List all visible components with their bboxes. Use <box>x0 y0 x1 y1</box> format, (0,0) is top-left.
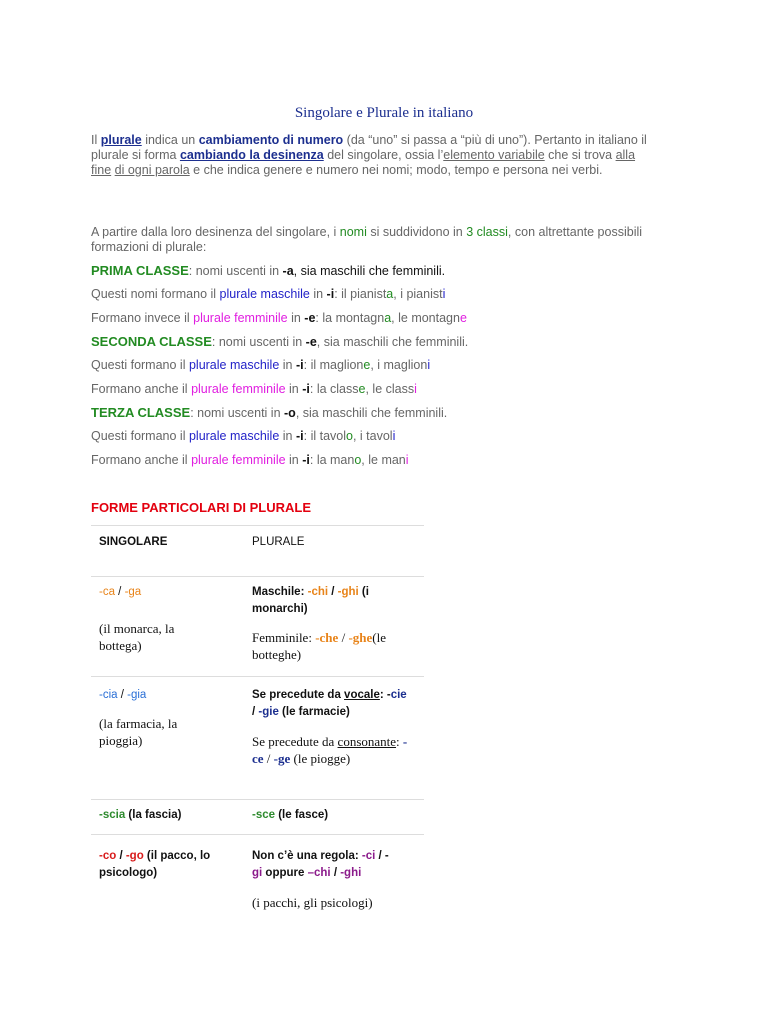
plural-maschile: Maschile: -chi / -ghi (i monarchi) <box>252 586 369 615</box>
ending: -i <box>326 287 335 301</box>
rule-text: Questi formano il <box>91 358 189 372</box>
label: oppure <box>262 867 308 879</box>
plural-type: plurale femminile <box>191 382 286 396</box>
plural-type: plurale maschile <box>219 287 310 301</box>
singular-co-go <box>99 848 229 882</box>
example-ending: a <box>386 287 394 301</box>
classes-text: A partire dalla loro desinenza del singolare, i <box>91 225 340 239</box>
example-ending: i <box>414 382 417 396</box>
example: (le fasce) <box>275 809 329 821</box>
label: Femminile: <box>252 630 316 645</box>
ending: -chi <box>307 586 329 598</box>
example: (la fascia) <box>125 809 182 821</box>
plural-example: (i pacchi, gli psicologi) <box>252 895 373 910</box>
intro-text: che si trova <box>544 148 616 162</box>
example-ending: i <box>442 287 446 301</box>
example: : il maglion <box>303 358 364 372</box>
example-ending: e <box>363 358 371 372</box>
table-divider <box>91 676 424 677</box>
document-title: Singolare e Plurale in italiano <box>294 105 474 121</box>
classes-text: , con altrettante possibili formazioni di plurale: <box>91 225 643 254</box>
ending: –chi <box>307 867 331 879</box>
rule-row <box>91 453 409 467</box>
ending: -co <box>99 850 117 862</box>
example: : il tavol <box>303 429 347 443</box>
ending: -i <box>302 382 310 396</box>
separator: / <box>116 850 126 862</box>
word-3-classi: 3 classi <box>466 225 508 239</box>
column-header-plurale: PLURALE <box>252 536 305 548</box>
class-label: TERZA CLASSE <box>91 405 191 420</box>
ending: -ghi <box>337 586 359 598</box>
example-ending: i <box>392 429 396 443</box>
rule-row <box>91 311 467 325</box>
ending: -ghe <box>348 630 373 645</box>
singular-scia <box>99 807 181 824</box>
class-heading-seconda <box>91 334 468 349</box>
plural-consonante: Se precedute da consonante: -ce / -ge (le piogge) <box>252 734 408 766</box>
example: , le class <box>365 382 415 396</box>
class-text: , sia maschili che femminili. <box>295 406 448 420</box>
example: , le montagn <box>391 311 460 325</box>
label: : - <box>379 689 391 701</box>
term: vocale <box>344 689 380 701</box>
example: , i maglion <box>370 358 428 372</box>
rule-text: Formano anche il <box>91 453 192 467</box>
ending: -ga <box>124 586 142 598</box>
rule-row <box>91 382 417 396</box>
intro-text: del singolare, ossia l’ <box>323 148 444 162</box>
word-nomi: nomi <box>339 225 367 239</box>
section-title: FORME PARTICOLARI DI PLURALE <box>91 500 312 515</box>
plural-type: plurale maschile <box>188 429 280 443</box>
column-header-singolare: SINGOLARE <box>99 536 168 548</box>
example: , i pianist <box>393 287 443 301</box>
ending: -o <box>284 406 296 420</box>
example: : la man <box>309 453 355 467</box>
class-heading-prima <box>91 263 445 278</box>
example: (le piogge) <box>290 751 351 766</box>
label: Maschile: <box>252 586 308 598</box>
ending: -che <box>315 630 339 645</box>
example: : il pianist <box>334 287 387 301</box>
singular-ca-ga <box>99 584 141 601</box>
example-ending: a <box>384 311 392 325</box>
class-text: : nomi uscenti in <box>190 406 284 420</box>
rule-text: Formano anche il <box>91 382 192 396</box>
example-ending: o <box>346 429 353 443</box>
classes-text: si suddividono in <box>366 225 467 239</box>
ending: -gia <box>127 689 147 701</box>
rule-text: in <box>285 453 303 467</box>
label: : <box>396 734 403 749</box>
rule-text: in <box>279 358 296 372</box>
example-ending: i <box>405 453 409 467</box>
plural-type: plurale femminile <box>193 311 288 325</box>
class-text: : nomi uscenti in <box>211 335 306 349</box>
link-di-ogni-parola[interactable]: di ogni parola <box>114 163 190 177</box>
ending: -cia <box>99 689 118 701</box>
ending: cie <box>390 689 407 701</box>
label: Se precedute da <box>252 689 345 701</box>
rule-text: in <box>285 382 303 396</box>
table-divider <box>91 834 424 835</box>
rule-row <box>91 429 395 443</box>
class-heading-terza <box>91 405 447 420</box>
plural-femminile: Femminile: -che / -ghe(le botteghe) <box>252 630 386 662</box>
example: , le man <box>361 453 406 467</box>
plural-co-go: Non c’è una regola: -ci / - gi oppure –chi / -ghi <box>252 850 389 879</box>
rule-text: in <box>287 311 305 325</box>
ending: gi <box>252 867 263 879</box>
plural-vocale: Se precedute da vocale: -cie / -gie (le farmacie) <box>252 689 407 718</box>
rule-row <box>91 287 445 301</box>
term-cambiamento: cambiamento di numero <box>198 133 344 147</box>
rule-text: Formano invece il <box>91 311 194 325</box>
rule-text: Questi formano il <box>91 429 189 443</box>
rule-text: Questi nomi formano il <box>91 287 220 301</box>
ending: -a <box>282 264 294 278</box>
ending: -e <box>305 335 317 349</box>
ending: -ghi <box>340 867 362 879</box>
example: (le botteghe) <box>252 630 386 662</box>
link-elemento-variabile[interactable]: elemento variabile <box>443 148 545 162</box>
intro-text: e che indica genere e numero nei nomi; modo, tempo e persona nei verbi. <box>189 163 603 177</box>
example: (il pacco, lo psicologo) <box>99 850 211 879</box>
singular-cia-gia <box>99 687 146 704</box>
example: (i monarchi) <box>252 586 369 615</box>
ending: -sce <box>252 809 276 821</box>
intro-text: (da “uno” si passa a “più di uno”). Pertanto in italiano il plurale si forma <box>91 133 647 162</box>
class-text: : nomi uscenti in <box>188 264 283 278</box>
ending: -i <box>295 429 304 443</box>
table-divider <box>91 525 424 526</box>
link-plurale[interactable]: plurale <box>100 133 142 147</box>
class-text: , sia maschili che femminili. <box>293 264 446 278</box>
example: (le farmacie) <box>278 706 350 718</box>
plural-sce <box>252 807 328 824</box>
ending: -ce <box>252 734 408 766</box>
example: : la class <box>309 382 359 396</box>
example: : la montagn <box>315 311 385 325</box>
rule-row <box>91 358 430 372</box>
label: Se precedute da <box>252 734 338 749</box>
intro-paragraph <box>91 133 651 178</box>
term: consonante <box>337 734 397 749</box>
class-label: PRIMA CLASSE <box>91 263 189 278</box>
rule-text: in <box>309 287 327 301</box>
ending: -i <box>302 453 310 467</box>
example: , i tavol <box>352 429 393 443</box>
ending: -e <box>304 311 316 325</box>
separator: / <box>114 586 125 598</box>
singular-example: (il monarca, la bottega) <box>99 621 175 653</box>
singular-example: (la farmacia, la pioggia) <box>99 716 178 748</box>
link-cambiando-desinenza[interactable]: cambiando la desinenza <box>179 148 324 162</box>
table-divider <box>91 576 424 577</box>
ending: -go <box>125 850 144 862</box>
classes-intro <box>91 225 651 255</box>
ending: -scia <box>99 809 126 821</box>
example-ending: e <box>459 311 467 325</box>
link-alla-fine[interactable]: alla fine <box>91 148 636 177</box>
example-ending: o <box>354 453 362 467</box>
intro-text: indica un <box>141 133 199 147</box>
plural-type: plurale femminile <box>191 453 286 467</box>
ending: -i <box>295 358 304 372</box>
ending: -ca <box>99 586 115 598</box>
intro-text: Il <box>91 133 98 147</box>
separator: / <box>117 689 128 701</box>
table-divider <box>91 799 424 800</box>
rule-text: in <box>279 429 296 443</box>
class-text: , sia maschili che femminili. <box>316 335 469 349</box>
example-ending: e <box>358 382 366 396</box>
plural-type: plurale maschile <box>188 358 280 372</box>
class-label: SECONDA CLASSE <box>91 334 212 349</box>
example-ending: i <box>427 358 431 372</box>
ending: -ge <box>273 751 291 766</box>
label: Non c’è una regola: <box>252 850 362 862</box>
ending: -gie <box>258 706 279 718</box>
ending: -ci <box>361 850 376 862</box>
